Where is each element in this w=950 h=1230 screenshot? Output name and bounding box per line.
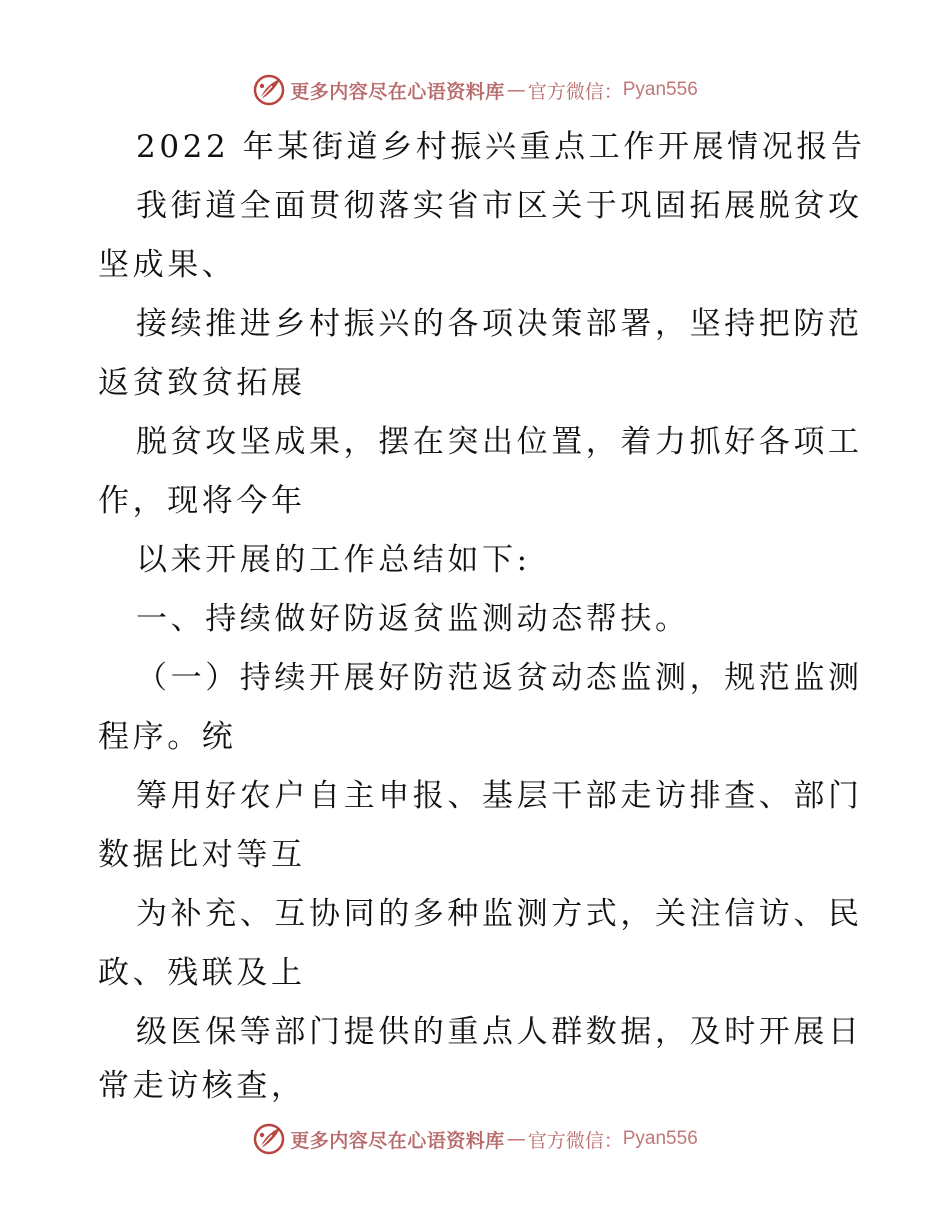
banner-slogan: 更多内容尽在心语资料库 [290,1129,505,1152]
paragraph-line: 程序。统 [98,719,237,755]
document-title: 2022 年某街道乡村振兴重点工作开展情况报告 [136,129,866,165]
banner-wechat-id: Pyan556 [622,79,698,100]
paragraph-line: 级医保等部门提供的重点人群数据，及时开展日 [136,1014,863,1050]
banner-wechat-label: 官方微信： [527,1129,623,1152]
subsection-heading: （一）持续开展好防范返贫动态监测，规范监测 [136,660,863,696]
header-banner [0,70,950,110]
paragraph-line: 常走访核查， [98,1068,306,1104]
paragraph-line: 接续推进乡村振兴的各项决策部署，坚持把防范 [136,306,863,342]
banner-slogan: 更多内容尽在心语资料库 [290,80,505,103]
footer-banner [0,1119,950,1159]
paragraph-line: 数据比对等互 [98,837,306,873]
section-heading: 一、持续做好防返贫监测动态帮扶。 [136,601,690,637]
paragraph-line: 作，现将今年 [98,483,306,519]
banner-wechat-id: Pyan556 [622,1128,698,1149]
banner-dash: — [506,1128,526,1150]
paragraph-line: 返贫致贫拓展 [98,365,306,401]
paragraph-line: 以来开展的工作总结如下: [136,542,531,578]
feather-pen-logo-icon [252,73,286,107]
paragraph-line: 为补充、互协同的多种监测方式，关注信访、民 [136,896,863,932]
paragraph-line: 坚成果、 [98,247,237,283]
paragraph-line: 我街道全面贯彻落实省市区关于巩固拓展脱贫攻 [136,188,863,224]
paragraph-line: 政、残联及上 [98,955,306,991]
paragraph-line: 脱贫攻坚成果，摆在突出位置，着力抓好各项工 [136,424,863,460]
paragraph-line: 筹用好农户自主申报、基层干部走访排查、部门 [136,778,863,814]
feather-pen-logo-icon [252,1122,286,1156]
banner-dash: — [506,79,526,101]
banner-wechat-label: 官方微信： [527,80,623,103]
